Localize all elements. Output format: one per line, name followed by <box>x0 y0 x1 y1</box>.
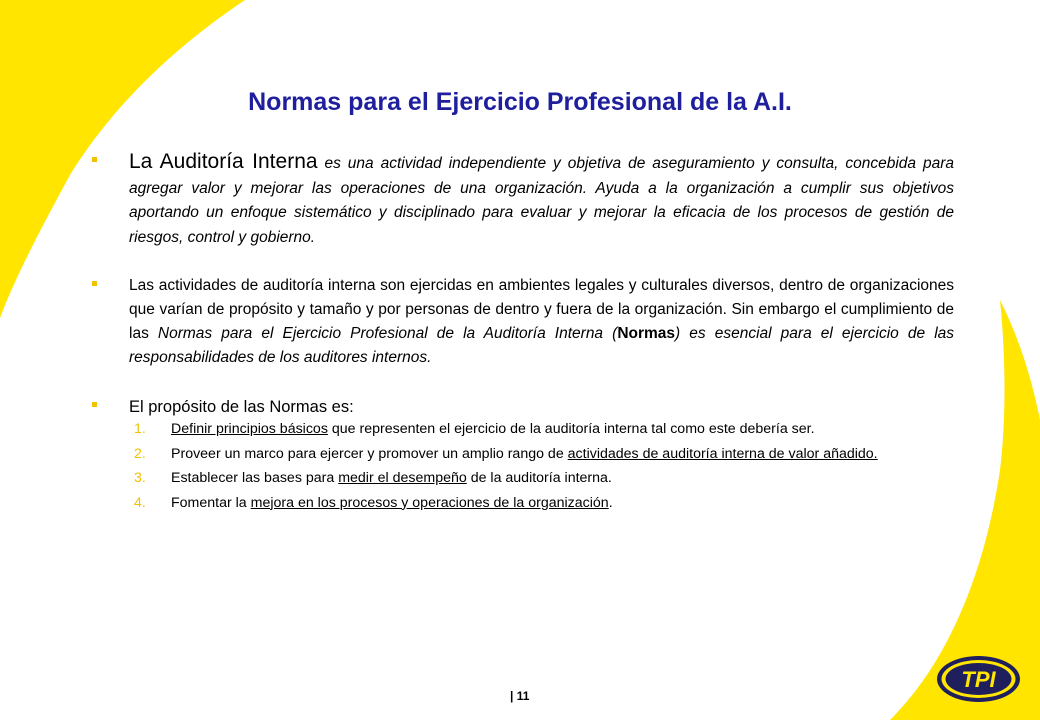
underlined-phrase: Definir principios básicos <box>171 421 328 437</box>
list-item <box>129 494 954 513</box>
list-item <box>129 445 954 464</box>
bullet-activities <box>92 274 954 370</box>
tpi-logo <box>936 655 1021 703</box>
bullet-square-icon <box>92 157 97 162</box>
list-number: 3. <box>134 470 146 486</box>
item-text: Proveer un marco para ejercer y promover un amplio rango de <box>171 445 568 462</box>
definition-lead: La Auditoría Interna <box>129 150 318 173</box>
activities-closing: ) es esencial para el ejercicio de las responsabilidades de los auditores internos. <box>129 325 955 366</box>
item-text: de la auditoría interna. <box>466 470 612 486</box>
item-text: que representen el ejercicio de la auditoría interna tal como este debería ser. <box>327 421 815 437</box>
list-number: 4. <box>134 494 146 511</box>
paren-open: ( <box>603 325 618 342</box>
standards-name: Normas para el Ejercicio Profesional de la Auditoría Interna <box>157 325 604 342</box>
item-text: Fomentar la <box>171 494 251 511</box>
item-text: . <box>608 494 613 511</box>
bullet-definition <box>92 150 954 250</box>
definition-text: es una actividad independiente y objetiva de aseguramiento y consulta, concebida para agregar valor y mejorar las operaciones de una organización. Ayuda a la organización a cumplir sus objetivos aportando un enfoque sistemático y disciplinado para evaluar y mejorar la eficacia de los procesos de gestión de riesgos, control y gobierno. <box>129 155 954 246</box>
underlined-phrase: medir el desempeño <box>338 470 467 486</box>
page-number: | 11 <box>510 689 530 703</box>
normas-bold: Normas <box>617 325 676 342</box>
bullet-square-icon <box>92 402 97 407</box>
logo-text: TPI <box>961 667 996 692</box>
item-text: Establecer las bases para <box>171 470 339 486</box>
list-item <box>129 420 954 439</box>
slide-content <box>92 150 954 518</box>
slide-title: Normas para el Ejercicio Profesional de la A.I. <box>248 88 792 116</box>
underlined-phrase: actividades de auditoría interna de valor añadido. <box>567 445 878 462</box>
list-item <box>129 469 954 488</box>
list-number: 2. <box>134 445 146 462</box>
bullet-purpose <box>92 396 954 418</box>
purpose-heading: El propósito de las Normas es: <box>129 398 354 416</box>
underlined-phrase: mejora en los procesos y operaciones de la organización <box>250 494 609 511</box>
bullet-square-icon <box>92 281 97 286</box>
purpose-list <box>92 420 954 512</box>
list-number: 1. <box>134 421 146 437</box>
activities-text: Las actividades de auditoría interna son ejercidas en ambientes legales y culturales diversos, dentro de organizaciones que varían de propósito y tamaño y por personas de dentro y fuera de la organización. Sin embargo el cumplimiento de las <box>129 277 954 342</box>
